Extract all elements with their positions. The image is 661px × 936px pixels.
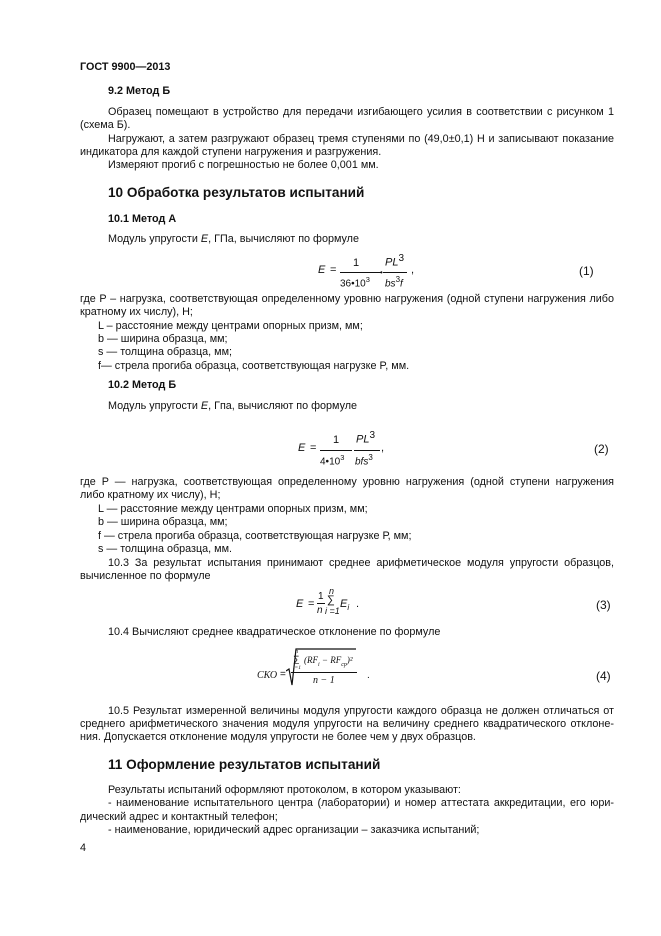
formula-var-e: E (296, 598, 304, 610)
definition-line: f— стрела прогиба образца, соответствующая нагрузке P, мм. (98, 360, 410, 372)
formula-numerator: 1 (353, 257, 360, 269)
paragraph-line: где P — нагрузка, соответствующая определенному уровню нагружения (одной ступени нагружения (80, 476, 614, 488)
formula-numerator: $PL^3$ (385, 253, 405, 269)
paragraph-line: кратному их числу), Н; (80, 306, 193, 318)
formula-denominator: n (317, 605, 323, 616)
formula-comma: , (411, 264, 415, 276)
formula-denominator: $4•10^3$ (320, 453, 345, 468)
formula-denominator: $bs^3f$ (385, 275, 403, 290)
paragraph-line: среднего арифметического значения модуля упругости на величину среднего квадратического отклоне- (80, 718, 614, 730)
formula-numerator: 1 (318, 591, 324, 602)
definition-line: f — стрела прогиба образца, соответствующая нагрузке Р, мм; (98, 530, 412, 542)
definition-line: s — толщина образца, мм. (98, 543, 233, 555)
formula-var-e: E (298, 442, 306, 454)
sum-lower-limit: i=1 (293, 665, 301, 671)
formula-numerator: $PL^3$ (356, 430, 376, 446)
formula-denominator: n − 1 (313, 675, 335, 686)
formula-intro: Модуль упругости E, ГПа, вычисляют по формуле (108, 233, 359, 245)
paragraph-line: где P – нагрузка, соответствующая определенному уровню нагружения (одной ступени нагружения либо (80, 293, 614, 305)
paragraph-line: - наименование испытательного центра (лаборатории) и номер аттестата аккредитации, его юри- (108, 797, 614, 809)
equation-number: (2) (594, 442, 609, 456)
sum-icon: ∑ (293, 654, 300, 664)
definition-line: L — расстояние между центрами опорных призм, мм; (98, 503, 368, 515)
formula-dot: • (380, 268, 383, 277)
document-code: ГОСТ 9900—2013 (80, 61, 171, 73)
sum-icon: ∑ (327, 594, 335, 606)
section-10-2-title: 10.2 Метод Б (108, 379, 177, 391)
paragraph-line: Нагружают, а затем разгружают образец тремя ступенями по (49,0±0,1) Н и записывают показание (108, 133, 614, 145)
section-10-1-title: 10.1 Метод А (108, 213, 177, 225)
formula-denominator: $36•10^3$ (340, 275, 370, 290)
fraction-bar (354, 450, 380, 451)
paragraph-line: 10.3 За результат испытания принимают среднее арифметическое модуля упругости образцов, (108, 557, 614, 569)
formula-denominator: bfs$^3$ (355, 453, 373, 468)
fraction-bar (320, 450, 352, 451)
formula-numerator: 1 (333, 434, 340, 446)
definition-line: L – расстояние между центрами опорных призм, мм; (98, 320, 363, 332)
page-number: 4 (80, 842, 87, 854)
paragraph-line: (схема Б). (80, 119, 131, 131)
definition-line: s — толщина образца, мм; (98, 346, 233, 358)
equation-number: (3) (596, 598, 611, 612)
formula-dot: . (367, 670, 370, 681)
paragraph-line: дический адрес и контактный телефон; (80, 811, 278, 823)
formula-equals: = (308, 598, 315, 610)
formula-intro: Модуль упругости E, Гпа, вычисляют по формуле (108, 400, 358, 412)
formula-var-e: E (318, 264, 326, 276)
equation-number: (1) (579, 264, 594, 278)
formula-comma: , (381, 442, 385, 454)
fraction-bar (291, 672, 357, 673)
paragraph-line: - наименование, юридический адрес организации – заказчика испытаний; (108, 824, 480, 836)
formula-dot: . (356, 598, 360, 610)
formula-equals: = (310, 442, 317, 454)
paragraph-line: индикатора для каждой ступени нагружения и разгружения. (80, 146, 382, 158)
sum-upper-limit: n (329, 586, 335, 596)
paragraph-line: 10.5 Результат измеренной величины модуля упругости каждого образца не должен отличаться от (108, 705, 614, 717)
paragraph-line: Результаты испытаний оформляют протоколом, в котором указывают: (108, 784, 461, 796)
formula-numerator: $(RF_i - RF_{cp})^2$ (304, 655, 353, 668)
paragraph-line: ния. Допускается отклонение модуля упругости не более чем у двух образцов. (80, 731, 476, 743)
paragraph-line: 10.4 Вычисляют среднее квадратическое отклонение по формуле (108, 626, 441, 638)
paragraph-line: Образец помещают в устройство для передачи изгибающего усилия в соответствии с рисунком 1 (108, 106, 614, 118)
fraction-bar (383, 272, 407, 273)
section-11-title: 11 Оформление результатов испытаний (108, 757, 381, 772)
formula-equals: = (280, 669, 286, 680)
section-10-title: 10 Обработка результатов испытаний (108, 185, 365, 200)
definition-line: b — ширина образца, мм; (98, 516, 228, 528)
paragraph-line: Измеряют прогиб с погрешностью не более 0,001 мм. (108, 159, 379, 171)
paragraph-line: вычисленное по формуле (80, 570, 211, 582)
fraction-bar (340, 272, 382, 273)
equation-number: (4) (596, 669, 611, 683)
sum-upper-limit: n (295, 649, 298, 655)
sum-lower-limit: i =1 (325, 606, 340, 616)
paragraph-line: либо кратному их числу), Н; (80, 489, 221, 501)
formula-equals: = (330, 264, 337, 276)
formula-term: $E_i$ (340, 598, 350, 613)
fraction-bar (317, 603, 325, 604)
formula-var-sko: СКО (257, 670, 278, 681)
definition-line: b — ширина образца, мм; (98, 333, 228, 345)
section-9-2-title: 9.2 Метод Б (108, 85, 171, 97)
